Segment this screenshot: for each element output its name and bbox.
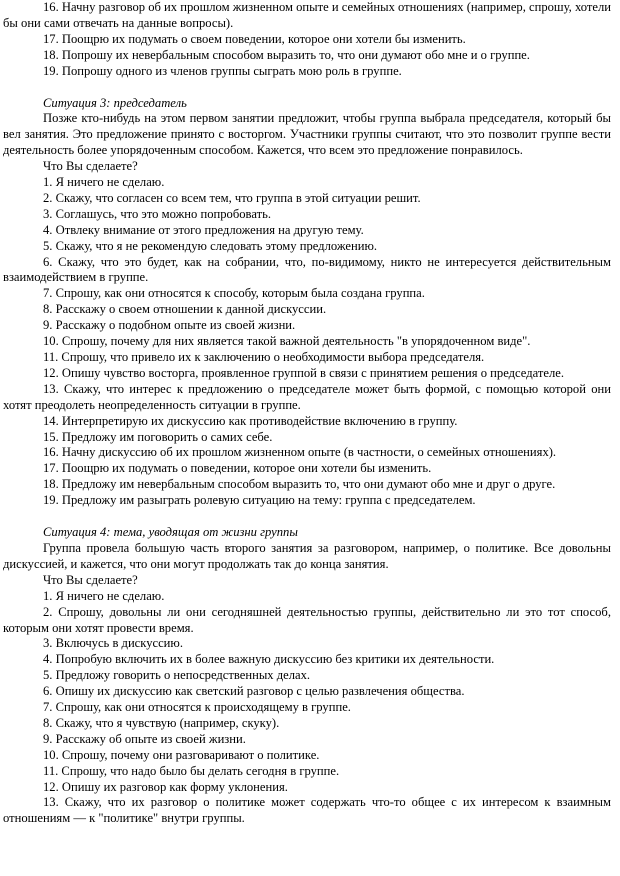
list-item: 13. Скажу, что интерес к предложению о председателе может быть формой, с помощью которой они хотят преодолеть неопределенность ситуации в группе.: [3, 381, 611, 412]
list-item: 12. Опишу чувство восторга, проявленное группой в связи с принятием решения о председателе.: [43, 365, 564, 380]
list-item: 17. Поощрю их подумать о своем поведении, которое они хотели бы изменить.: [43, 31, 466, 46]
list-item: 6. Скажу, что это будет, как на собрании, что, по-видимому, никто не интересуется действительным взаимодействием в группе.: [3, 254, 611, 285]
list-item: 15. Предложу им поговорить о самих себе.: [43, 429, 273, 444]
list-item: 12. Опишу их разговор как форму уклонения.: [43, 779, 288, 794]
list-item: 3. Соглашусь, что это можно попробовать.: [43, 206, 271, 221]
list-item: 4. Отвлеку внимание от этого предложения на другую тему.: [43, 222, 364, 237]
list-item: 8. Скажу, что я чувствую (например, скуку).: [43, 715, 280, 730]
list-item: 10. Спрошу, почему для них является такой важной деятельность "в упорядоченном виде".: [43, 334, 531, 349]
situation-4-body: [3, 541, 611, 827]
list-item: 2. Скажу, что согласен со всем тем, что группа в этой ситуации решит.: [43, 190, 421, 205]
situation-question: Что Вы сделаете?: [43, 572, 138, 587]
list-item: 9. Расскажу о подобном опыте из своей жизни.: [43, 318, 296, 333]
list-item: 5. Скажу, что я не рекомендую следовать этому предложению.: [43, 238, 378, 253]
list-item: 7. Спрошу, как они относятся к способу, которым была создана группа.: [43, 286, 425, 301]
situation-intro: Группа провела большую часть второго занятия за разговором, например, о политике. Все довольны дискуссией, и кажется, что они могут продолжать так до конца занятия.: [3, 540, 611, 571]
list-item: 14. Интерпретирую их дискуссию как противодействие включению в группу.: [43, 413, 458, 428]
list-item: 11. Спрошу, что привело их к заключению о необходимости выбора председателя.: [43, 350, 485, 365]
list-item: 7. Спрошу, как они относятся к происходящему в группе.: [43, 700, 351, 715]
list-item: 19. Предложу им разыграть ролевую ситуацию на тему: группа с председателем.: [43, 493, 476, 508]
situation-3-body: [3, 111, 611, 509]
list-item: 4. Попробую включить их в более важную дискуссию без критики их деятельности.: [43, 652, 495, 667]
top-items-list: [3, 0, 611, 80]
list-item: 5. Предложу говорить о непосредственных делах.: [43, 668, 311, 683]
list-item: 17. Поощрю их подумать о поведении, которое они хотели бы изменить.: [43, 461, 432, 476]
situation-intro: Позже кто-нибудь на этом первом занятии предложит, чтобы группа выбрала председателя, который бы вел занятия. Это предложение принято с восторгом. Участники группы считают, что это позволит группе вести деятельность более упорядоченным способом. Кажется, что всем это предложение понравилось.: [3, 111, 611, 158]
section-heading-situation-4: Ситуация 4: тема, уводящая от жизни группы: [43, 525, 298, 540]
list-item: 16. Начну дискуссию об их прошлом жизненном опыте (в частности, о семейных отношениях).: [43, 445, 557, 460]
list-item: 13. Скажу, что их разговор о политике может содержать что-то общее с их интересом к взаимным отношениям — к "политике" внутри группы.: [3, 795, 611, 826]
section-heading-situation-3: Ситуация 3: председатель: [43, 95, 187, 110]
list-item: 2. Спрошу, довольны ли они сегодняшней деятельностью группы, действительно ли это тот способ, которым они хотят провести время.: [3, 604, 611, 635]
list-item: 8. Расскажу о своем отношении к данной дискуссии.: [43, 302, 327, 317]
list-item: 18. Попрошу их невербальным способом выразить то, что они думают обо мне и о группе.: [43, 47, 530, 62]
list-item: 9. Расскажу об опыте из своей жизни.: [43, 731, 246, 746]
situation-question: Что Вы сделаете?: [43, 159, 138, 174]
list-item: 1. Я ничего не сделаю.: [43, 588, 165, 603]
list-item: 6. Опишу их дискуссию как светский разговор с целью развлечения общества.: [43, 684, 465, 699]
list-item: 16. Начну разговор об их прошлом жизненном опыте и семейных отношениях (например, спрошу, хотели бы они сами отвечать на данные вопросы).: [3, 0, 612, 30]
list-item: 11. Спрошу, что надо было бы делать сегодня в группе.: [43, 763, 340, 778]
list-item: 1. Я ничего не сделаю.: [43, 175, 165, 190]
list-item: 3. Включусь в дискуссию.: [43, 636, 183, 651]
list-item: 10. Спрошу, почему они разговаривают о политике.: [43, 747, 320, 762]
list-item: 19. Попрошу одного из членов группы сыграть мою роль в группе.: [43, 63, 402, 78]
list-item: 18. Предложу им невербальным способом выразить то, что они думают обо мне и друг о друге.: [43, 477, 556, 492]
